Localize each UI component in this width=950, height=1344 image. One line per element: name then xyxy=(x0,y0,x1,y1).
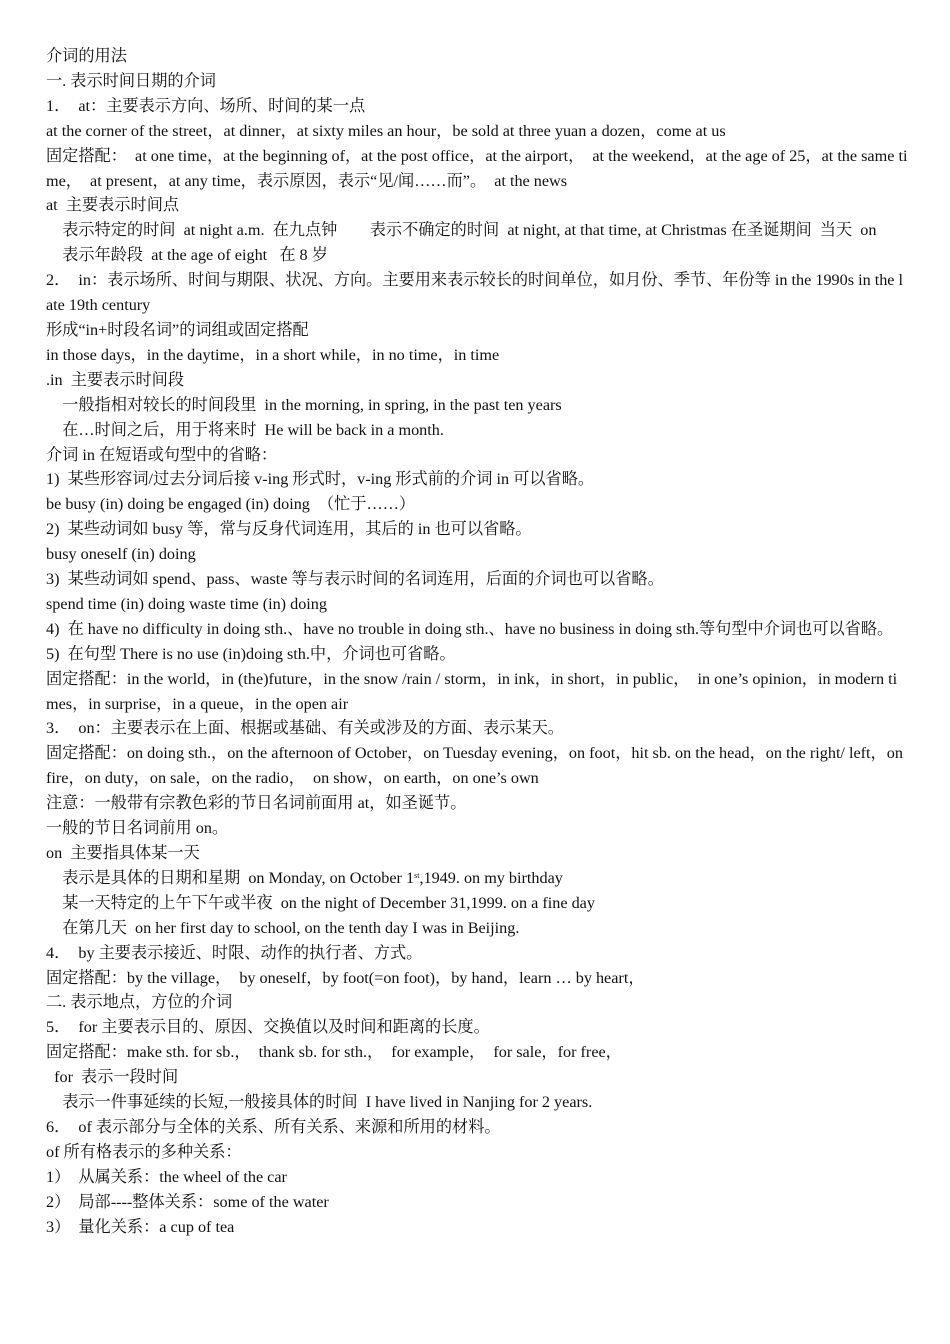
text-line: 在第几天 on her first day to school, on the tenth day I was in Beijing. xyxy=(46,918,520,937)
text-line: 4) 在 have no difficulty in doing sth.、have no trouble in doing sth.、have no business in doing sth.等句型中介词也可以省略。 xyxy=(46,619,894,638)
text-line: busy oneself (in) doing xyxy=(46,545,196,564)
text-line: for 表示一段时间 xyxy=(46,1068,179,1087)
text-line: .in 主要表示时间段 xyxy=(46,370,185,389)
text-line: 固定搭配：by the village， by oneself，by foot(=on foot)，by hand，learn … by heart， xyxy=(46,968,645,987)
text-line: 2) 某些动词如 busy 等，常与反身代词连用，其后的 in 也可以省略。 xyxy=(46,520,532,539)
text-line: 固定搭配：on doing sth.，on the afternoon of October，on Tuesday evening，on foot，hit sb. on the head，on the right/ left，on fire，on duty，on sale，on the radio， on show，on earth，on one’s own xyxy=(46,744,907,788)
text-line-date xyxy=(46,866,908,891)
text-line: 表示一件事延续的长短,一般接具体的时间 I have lived in Nanjing for 2 years. xyxy=(46,1093,593,1112)
text-line: 1． at：主要表示方向、场所、时间的某一点 xyxy=(46,96,366,115)
text-line: be busy (in) doing be engaged (in) doing （忙于……） xyxy=(46,495,416,514)
document-body xyxy=(46,44,908,1240)
text-line: 1) 某些形容词/过去分词后接 v-ing 形式时，v-ing 形式前的介词 in 可以省略。 xyxy=(46,470,595,489)
text-line: of 所有格表示的多种关系： xyxy=(46,1142,242,1161)
text-line: 2． in：表示场所、时间与期限、状况、方向。主要用来表示较长的时间单位，如月份、季节、年份等 in the 1990s in the late 19th century xyxy=(46,271,904,315)
text-line: in those days，in the daytime，in a short while，in no time，in time xyxy=(46,345,500,364)
text-line: 注意：一般带有宗教色彩的节日名词前面用 at，如圣诞节。 xyxy=(46,794,467,813)
date-line-after: ,1949. on my birthday xyxy=(419,868,563,887)
text-line: at the corner of the street，at dinner，at sixty miles an hour，be sold at three yuan a dozen，come at us xyxy=(46,121,726,140)
text-line: 固定搭配： at one time，at the beginning of，at the post office，at the airport， at the weekend，at the age of 25，at the same time， at present，at any time，表示原因，表示“见/闻……而”。 at the news xyxy=(46,146,908,190)
text-line: 固定搭配：in the world，in (the)future，in the snow /rain / storm，in ink，in short，in public， in one’s opinion，in modern times，in surprise，in a queue，in the open air xyxy=(46,669,898,713)
date-line-before: 表示是具体的日期和星期 on Monday, on October 1 xyxy=(46,868,415,887)
text-line: 形成“in+时段名词”的词组或固定搭配 xyxy=(46,320,309,339)
text-line: 在…时间之后，用于将来时 He will be back in a month. xyxy=(46,420,444,439)
text-line: spend time (in) doing waste time (in) doing xyxy=(46,594,327,613)
text-line: 一般指相对较长的时间段里 in the morning, in spring, in the past ten years xyxy=(46,395,562,414)
text-line: 3) 某些动词如 spend、pass、waste 等与表示时间的名词连用，后面的介词也可以省略。 xyxy=(46,570,664,589)
date-line-superscript: st xyxy=(414,870,420,880)
text-line: 3） 量化关系：a cup of tea xyxy=(46,1217,235,1236)
text-line: 6． of 表示部分与全体的关系、所有关系、来源和所用的材料。 xyxy=(46,1117,501,1136)
text-line: 一般的节日名词前用 on。 xyxy=(46,819,229,838)
text-line: 固定搭配：make sth. for sb.， thank sb. for sth.， for example， for sale，for free， xyxy=(46,1043,622,1062)
text-line: 4． by 主要表示接近、时限、动作的执行者、方式。 xyxy=(46,943,423,962)
text-line: 1） 从属关系：the wheel of the car xyxy=(46,1167,287,1186)
text-line: 一. 表示时间日期的介词 xyxy=(46,71,216,90)
text-line: 5) 在句型 There is no use (in)doing sth.中，介词也可省略。 xyxy=(46,644,456,663)
text-line: at 主要表示时间点 xyxy=(46,196,180,215)
text-line: 某一天特定的上午下午或半夜 on the night of December 31,1999. on a fine day xyxy=(46,893,595,912)
text-line: 介词的用法 xyxy=(46,47,127,65)
text-line: 表示年龄段 at the age of eight 在 8 岁 xyxy=(46,246,328,265)
text-line: 表示特定的时间 at night a.m. 在九点钟 表示不确定的时间 at night, at that time, at Christmas 在圣诞期间 当天 on xyxy=(46,221,877,240)
text-line: 介词 in 在短语或句型中的省略： xyxy=(46,445,278,464)
text-line: 二. 表示地点，方位的介词 xyxy=(46,993,233,1012)
text-line: 3． on：主要表示在上面、根据或基础、有关或涉及的方面、表示某天。 xyxy=(46,719,564,738)
text-line: on 主要指具体某一天 xyxy=(46,844,200,862)
text-line: 2） 局部----整体关系：some of the water xyxy=(46,1192,329,1211)
text-line: 5． for 主要表示目的、原因、交换值以及时间和距离的长度。 xyxy=(46,1018,490,1037)
